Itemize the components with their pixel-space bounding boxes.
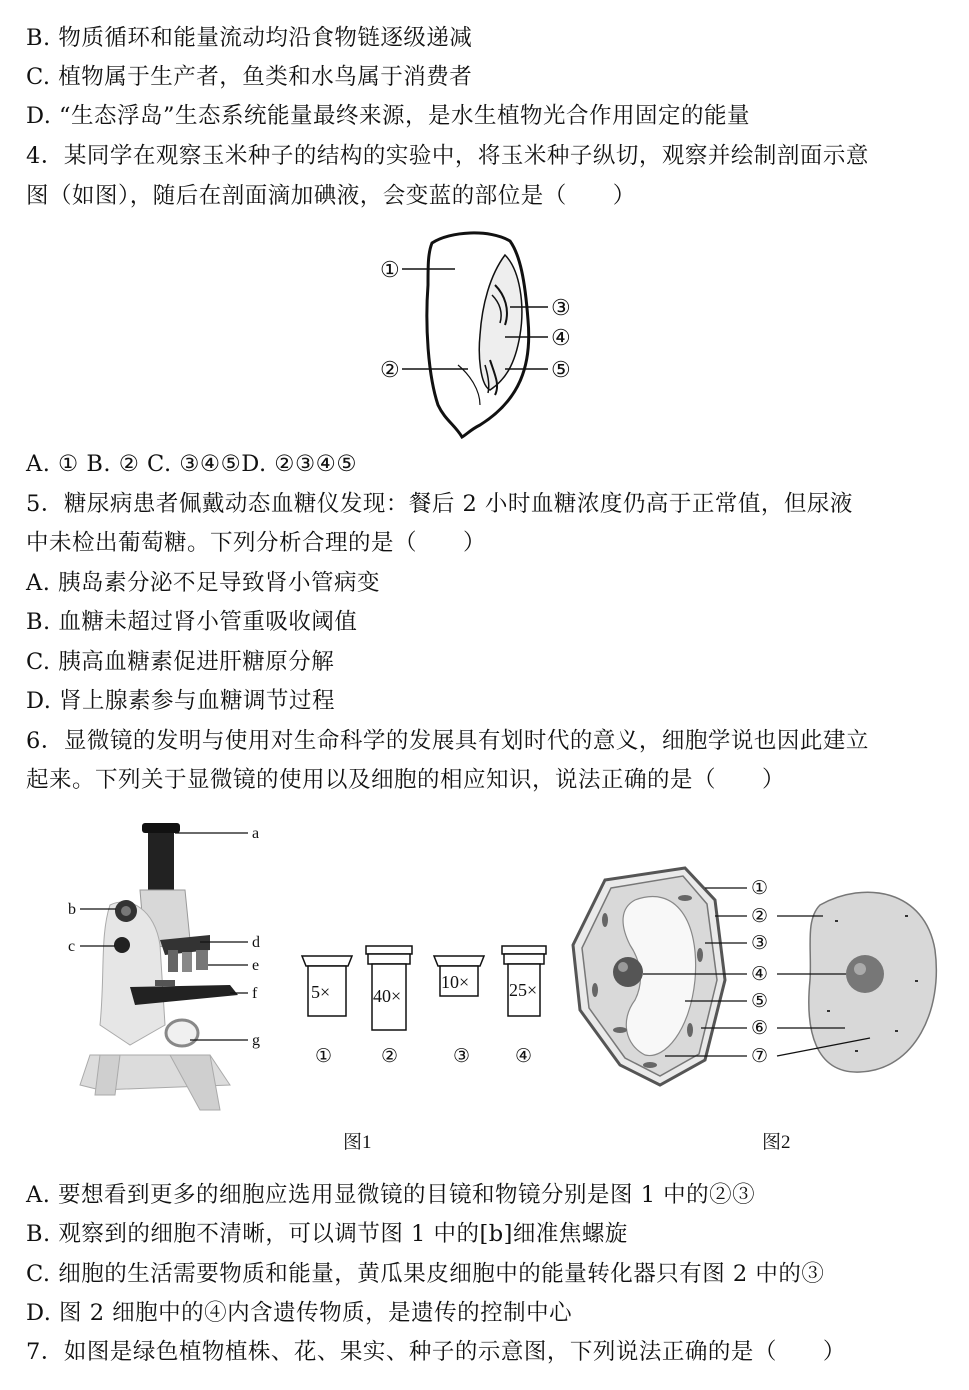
- question-6-line1: 6．显微镜的发明与使用对生命科学的发展具有划时代的意义，细胞学说也因此建立: [26, 728, 869, 754]
- seed-label-1: ①: [380, 257, 400, 282]
- seed-label-4: ④: [551, 325, 571, 350]
- microscope-label-f: f: [252, 985, 258, 1002]
- microscope-label-d: d: [252, 934, 260, 951]
- question-5-line2: 中未检出葡萄糖。下列分析合理的是（ ）: [26, 530, 487, 556]
- option-b-q5: B. 血糖未超过肾小管重吸收阈值: [26, 609, 358, 635]
- figure-1-caption: 图1: [343, 1132, 372, 1153]
- cell-diagram: [565, 860, 955, 1095]
- seed-label-2: ②: [380, 357, 400, 382]
- option-b-q3: B. 物质循环和能量流动均沿食物链逐级递减: [26, 25, 473, 51]
- cell-label-1: ①: [751, 878, 769, 899]
- option-a-q6: A. 要想看到更多的细胞应选用显微镜的目镜和物镜分别是图 1 中的②③: [26, 1182, 756, 1208]
- question-4-line2: 图（如图），随后在剖面滴加碘液，会变蓝的部位是（ ）: [26, 183, 636, 209]
- lens-1-number: ①: [315, 1046, 333, 1067]
- microscope-label-a: a: [252, 825, 260, 842]
- option-a-q5: A. 胰岛素分泌不足导致肾小管病变: [26, 570, 381, 596]
- seed-label-3: ③: [551, 295, 571, 320]
- cell-label-5: ⑤: [751, 991, 769, 1012]
- lens-3-power: 10×: [441, 972, 470, 992]
- cell-label-7: ⑦: [751, 1046, 769, 1067]
- microscope-label-b: b: [68, 901, 76, 918]
- lens-2-number: ②: [381, 1046, 399, 1067]
- question-4-options: A. ① B. ② C. ③④⑤D. ②③④⑤: [26, 451, 357, 477]
- cell-label-2: ②: [751, 906, 769, 927]
- lens-4-number: ④: [515, 1046, 533, 1067]
- lens-3-number: ③: [453, 1046, 471, 1067]
- question-7-line1: 7．如图是绿色植物植株、花、果实、种子的示意图，下列说法正确的是（ ）: [26, 1339, 846, 1365]
- microscope-label-e: e: [252, 957, 260, 974]
- cell-label-4: ④: [751, 964, 769, 985]
- lens-1-power: 5×: [311, 982, 331, 1002]
- option-d-q5: D. 肾上腺素参与血糖调节过程: [26, 688, 336, 714]
- seed-label-5: ⑤: [551, 357, 571, 382]
- microscope-label-c: c: [68, 938, 76, 955]
- microscope-label-g: g: [252, 1032, 260, 1049]
- lens-set: [290, 940, 560, 1070]
- question-6-line2: 起来。下列关于显微镜的使用以及细胞的相应知识，说法正确的是（ ）: [26, 767, 786, 793]
- question-5-line1: 5．糖尿病患者佩戴动态血糖仪发现：餐后 2 小时血糖浓度仍高于正常值，但尿液: [26, 491, 853, 517]
- question-4-line1: 4．某同学在观察玉米种子的结构的实验中，将玉米种子纵切，观察并绘制剖面示意: [26, 143, 869, 169]
- cell-label-6: ⑥: [751, 1018, 769, 1039]
- option-d-q3: D. “生态浮岛”生态系统能量最终来源，是水生植物光合作用固定的能量: [26, 103, 751, 129]
- option-c-q3: C. 植物属于生产者，鱼类和水鸟属于消费者: [26, 64, 473, 90]
- option-c-q6: C. 细胞的生活需要物质和能量，黄瓜果皮细胞中的能量转化器只有图 2 中的③: [26, 1261, 825, 1287]
- corn-seed-diagram: [370, 225, 590, 440]
- lens-2-power: 40×: [373, 986, 402, 1006]
- microscope-diagram: [60, 815, 280, 1115]
- option-d-q6: D. 图 2 细胞中的④内含遗传物质，是遗传的控制中心: [26, 1300, 573, 1326]
- option-c-q5: C. 胰高血糖素促进肝糖原分解: [26, 649, 335, 675]
- cell-label-3: ③: [751, 933, 769, 954]
- option-b-q6: B. 观察到的细胞不清晰，可以调节图 1 中的[b]细准焦螺旋: [26, 1221, 628, 1247]
- figure-2-caption: 图2: [762, 1132, 791, 1153]
- lens-4-power: 25×: [509, 980, 538, 1000]
